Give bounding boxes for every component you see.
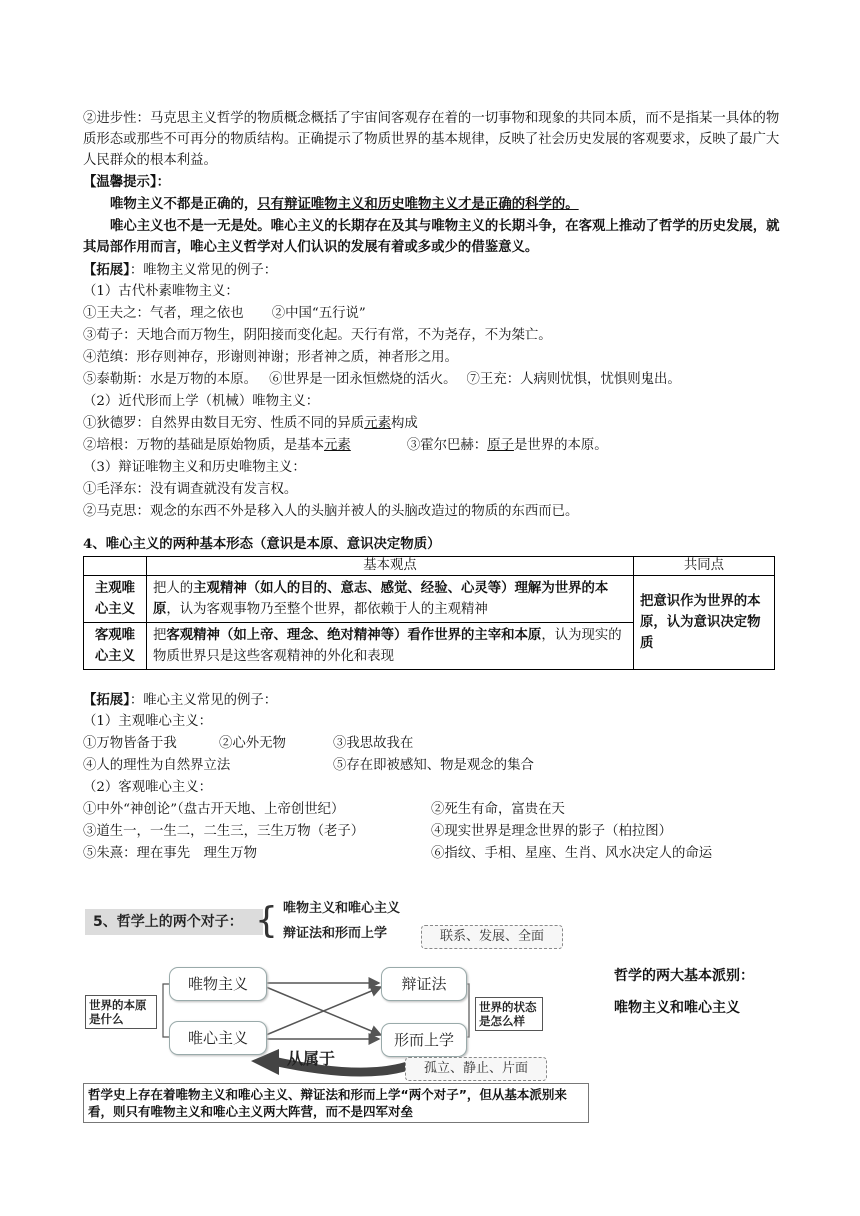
ext1-c2: ②马克思：观念的东西不外是移入人的头脑并被人的头脑改造过的物质的东西而已。: [83, 504, 579, 519]
col-basic: 基本观点: [147, 557, 634, 576]
ext2-label: 【拓展】: [83, 692, 130, 708]
diagram-note-text: 哲学史上存在着唯物主义和唯心主义、辩证法和形而上学“两个对子”，但从基本派别来看，则只有唯物主义和唯心主义两大阵营，而不是四军对垒: [88, 1087, 567, 1119]
ext1-s3: （3）辩证唯物主义和历史唯物主义：: [83, 460, 306, 475]
ext2-a3: ③我思故我在: [333, 736, 414, 751]
ext1-label: 【拓展】: [83, 262, 130, 278]
idealism-table: [83, 556, 775, 670]
table-header-row: [84, 557, 775, 576]
ext2-a5: ⑤存在即被感知、物是观念的集合: [333, 758, 534, 773]
ext2-heading: [83, 690, 277, 711]
ext1-a1: ①王夫之：气者，理之依也: [83, 306, 244, 321]
common-point: 把意识作为世界的本原，认为意识决定物质: [634, 576, 775, 670]
ext2-a4: ④人的理性为自然界立法: [83, 758, 231, 773]
row2-basic: [147, 623, 634, 670]
ext2-b2: ②死生有命，富贵在天: [431, 802, 565, 817]
ext2-s2: （2）客观唯心主义：: [83, 780, 213, 795]
ext1-heading: [83, 260, 277, 281]
tip-label: 【温馨提示】：: [83, 174, 171, 190]
table-row: [84, 576, 775, 623]
section4-title: 4、唯心主义的两种基本形态（意识是本原、意识决定物质）: [83, 536, 441, 552]
ext2-s1: （1）主观唯心主义：: [83, 714, 213, 729]
row1-name: 主观唯心主义: [84, 576, 147, 623]
tip-line-1a: 唯物主义不都是正确的，: [110, 196, 258, 212]
ext1-b3u: 原子: [487, 438, 514, 453]
ext1-a4: ④范缜：形存则神存，形谢则神谢；形者神之质，神者形之用。: [83, 350, 458, 365]
node-metaphysics: 形而上学: [381, 1023, 467, 1057]
ext1-text: ：唯物主义常见的例子：: [129, 263, 278, 278]
row1-a: 把人的: [153, 581, 194, 596]
ext1-row-b: [83, 370, 681, 390]
ext2-text: ：唯心主义常见的例子：: [129, 693, 278, 708]
ext1-b1b: 构成: [390, 416, 418, 431]
tag-top: 联系、发展、全面: [421, 925, 563, 949]
ext2-b3: ③道生一，一生二，二生三，三生万物（老子）: [83, 824, 365, 839]
row2-a: 把: [153, 628, 167, 643]
ext2-b1: ①中外“神创论”（盘古开天地、上帝创世纪）: [83, 802, 345, 817]
diagram-title: 5、哲学上的两个对子：: [85, 909, 263, 935]
node-materialism: 唯物主义: [169, 967, 267, 1001]
ext1-s1: （1）古代朴素唯物主义：: [83, 284, 239, 299]
tag-bottom: 孤立、静止、片面: [405, 1057, 547, 1081]
diagram-note: [83, 1083, 589, 1123]
node-dialectics: 辩证法: [381, 967, 467, 1001]
left-label: 世界的本原是什么: [85, 995, 157, 1029]
tip-line-1b: 只有辩证唯物主义和历史唯物主义才是正确的科学的。: [257, 196, 579, 212]
congshu-label: 从属于: [287, 1049, 336, 1068]
row1-basic: [147, 576, 634, 623]
ext2-b6: ⑥指纹、手相、星座、生肖、风水决定人的命运: [431, 846, 713, 861]
row2-b: 客观精神（如上帝、理念、绝对精神等）看作世界的主宰和本原: [166, 627, 542, 643]
branch-materialism-idealism: 唯物主义和唯心主义: [283, 901, 401, 916]
two-pairs-diagram: [83, 889, 583, 1129]
ext1-b1a: ①狄德罗：自然界由数目无穷、性质不同的异质: [83, 416, 365, 431]
row2-name: 客观唯心主义: [84, 623, 147, 670]
tip-line-2: 唯心主义也不是一无是处。唯心主义的长期存在及其与唯物主义的长期斗争，在客观上推动了哲学的历史发展，就其局部作用而言，唯心主义哲学对人们认识的发展有着或多或少的借鉴意义。: [83, 218, 780, 255]
col-common: 共同点: [634, 557, 775, 576]
ext1-b3b: 是世界的本原。: [513, 438, 608, 453]
ext1-a2: ②中国“五行说”: [271, 306, 366, 321]
ext1-b1u: 元素: [364, 416, 391, 431]
side-note-2: 唯物主义和唯心主义: [614, 1000, 740, 1016]
ext1-b3a: ③霍尔巴赫：: [406, 438, 488, 453]
ext1-c1: ①毛泽东：没有调查就没有发言权。: [83, 482, 298, 497]
progress-paragraph: ②进步性：马克思主义哲学的物质概念概括了宇宙间客观存在着的一切事物和现象的共同本质，而不是指某一具体的物质形态或那些不可再分的物质结构。正确提示了物质世界的基本规律，反映了社会历史发展的客观要求，反映了最广大人民群众的根本利益。: [83, 111, 780, 168]
node-idealism: 唯心主义: [169, 1021, 267, 1055]
ext1-a3: ③荀子：天地合而万物生，阴阳接而变化起。天行有常，不为尧存，不为桀亡。: [83, 328, 552, 343]
ext1-a7: ⑦王充：人病则忧惧，忧惧则鬼出。: [466, 372, 681, 387]
ext2-a1: ①万物皆备于我: [83, 736, 177, 751]
row1-c: ，认为客观事物乃至整个世界，都依赖于人的主观精神: [166, 602, 488, 617]
row1-b: 主观精神（如人的目的、意志、感觉、经验、心灵等）理解为世界的本原: [153, 580, 609, 617]
ext1-b2-row: [83, 436, 608, 456]
ext1-b2u: 元素: [324, 438, 351, 453]
row2-c: ，认为现实的物质世界只是这些客观精神的外化和表现: [153, 628, 622, 664]
side-note-1: 哲学的两大基本派别：: [614, 968, 754, 984]
ext1-a6: ⑥世界是一团永恒燃烧的活火。: [269, 372, 457, 387]
brace-icon: {: [255, 900, 278, 941]
ext1-row-a: [83, 304, 366, 324]
ext1-a5: ⑤泰勒斯：水是万物的本原。: [83, 372, 258, 387]
tip-line-1: [83, 194, 579, 214]
right-label: 世界的状态是怎么样: [475, 997, 543, 1031]
ext2-b4: ④现实世界是理念世界的影子（柏拉图）: [431, 824, 673, 839]
ext1-s2: （2）近代形而上学（机械）唯物主义：: [83, 394, 320, 409]
branch-dialectics-metaphysics: 辩证法和形而上学: [283, 926, 388, 941]
ext2-b5: ⑤朱熹：理在事先 理生万物: [83, 846, 258, 861]
ext1-b2a: ②培根：万物的基础是原始物质，是基本: [83, 438, 325, 453]
ext2-a2: ②心外无物: [219, 736, 286, 751]
ext1-b1: [83, 414, 418, 434]
